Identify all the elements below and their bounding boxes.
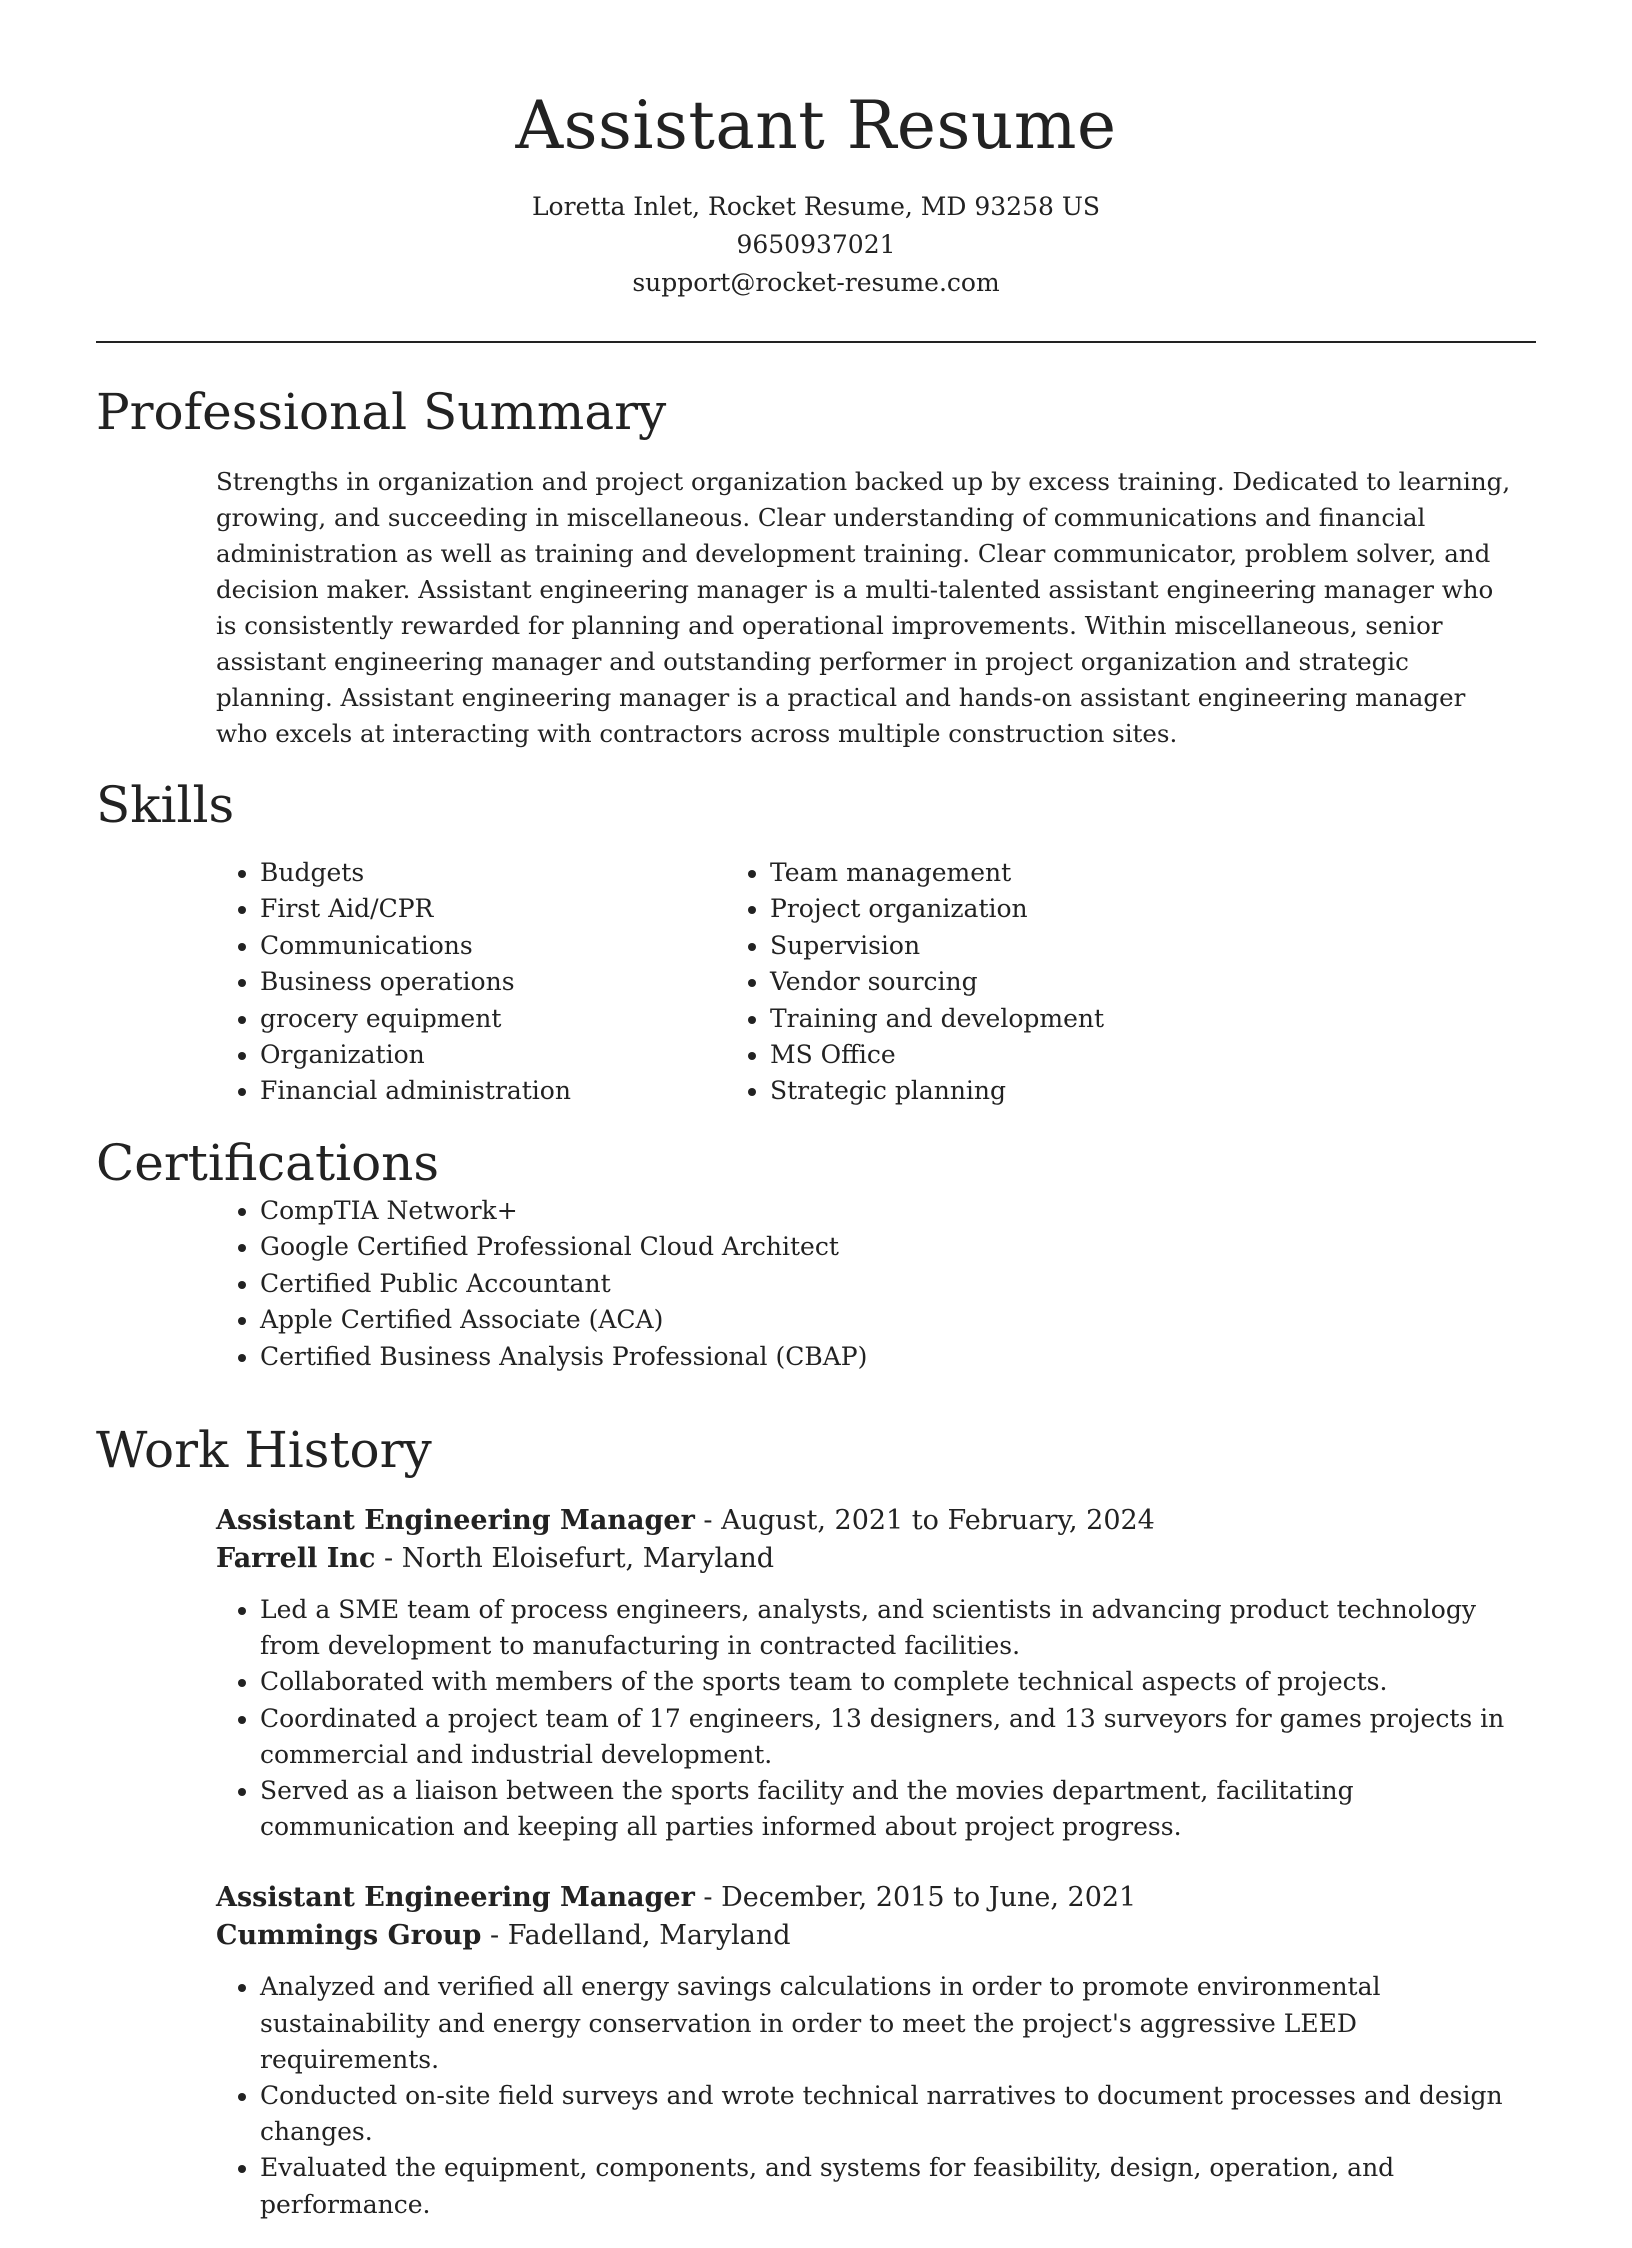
list-item: • First Aid/CPR <box>260 891 746 927</box>
job-dates: - August, 2021 to February, 2024 <box>694 1505 1155 1536</box>
list-item: • Team management <box>770 855 1396 891</box>
list-item: • Supervision <box>770 928 1396 964</box>
summary-text: Strengths in organization and project organization backed up by excess training. Dedicated to learning, growing, and succeeding in miscellaneous. Clear understanding of communications and financial administration as well as training and development training. Clear communicator, problem solver, and decision maker. Assistant engineering manager is a multi-talented assistant engineering manager who is consistently rewarded for planning and operational improvements. Within miscellaneous, senior assistant engineering manager and outstanding performer in project organization and strategic planning. Assistant engineering manager is a practical and hands-on assistant engineering manager who excels at interacting with contractors across multiple construction sites. <box>216 467 1511 748</box>
list-item: • Led a SME team of process engineers, analysts, and scientists in advancing product technology from development to manufacturing in contracted facilities. <box>260 1592 1536 1664</box>
section-skills <box>96 775 1536 1110</box>
section-work-history <box>96 1420 1536 2248</box>
list-item: • Vendor sourcing <box>770 964 1396 1000</box>
list-item: • Apple Certified Associate (ACA) <box>260 1302 1536 1338</box>
list-item: • Business operations <box>260 964 746 1000</box>
contact-email: support@rocket-resume.com <box>632 268 1000 297</box>
job-location: - Fadelland, Maryland <box>481 1920 791 1952</box>
job-location: - North Eloisefurt, Maryland <box>375 1543 775 1574</box>
header-divider <box>96 341 1536 343</box>
list-item: • Coordinated a project team of 17 engineers, 13 designers, and 13 surveyors for games projects in commercial and industrial development. <box>260 1701 1536 1773</box>
job-dates: - December, 2015 to June, 2021 <box>694 1882 1137 1914</box>
skills-column-right <box>746 855 1396 1110</box>
job-entry <box>216 1502 1536 1845</box>
skills-columns <box>96 855 1536 1110</box>
section-title-summary: Professional Summary <box>96 383 667 441</box>
job-title-line <box>216 1879 1536 1917</box>
contact-phone: 9650937021 <box>736 230 896 259</box>
list-item: • Communications <box>260 928 746 964</box>
list-item: • Evaluated the equipment, components, and systems for feasibility, design, operation, and performance. <box>260 2150 1536 2222</box>
certifications-list <box>96 1193 1536 1375</box>
job-company: Cummings Group <box>216 1920 482 1952</box>
list-item: • grocery equipment <box>260 1001 746 1037</box>
skills-list-right <box>770 855 1396 1110</box>
list-item: • Organization <box>260 1037 746 1073</box>
section-title-certifications: Certifications <box>96 1134 440 1192</box>
list-item: • Conducted on-site field surveys and wrote technical narratives to document processes and design changes. <box>260 2078 1536 2150</box>
list-item: • Financial administration <box>260 1073 746 1109</box>
contact-address: Loretta Inlet, Rocket Resume, MD 93258 US <box>531 192 1101 221</box>
list-item: • Collaborated with members of the sports team to complete technical aspects of projects. <box>260 1664 1536 1700</box>
list-item: • Budgets <box>260 855 746 891</box>
list-item: • CompTIA Network+ <box>260 1193 1536 1229</box>
resume-header <box>0 0 1632 302</box>
page-title: Assistant Resume <box>515 87 1117 164</box>
section-title-skills: Skills <box>96 776 235 834</box>
list-item: • Training and development <box>770 1001 1396 1037</box>
job-duties-list <box>216 1592 1536 1845</box>
section-title-work: Work History <box>96 1421 432 1479</box>
list-item: • MS Office <box>770 1037 1396 1073</box>
job-title: Assistant Engineering Manager <box>216 1505 695 1536</box>
skills-column-left <box>96 855 746 1110</box>
job-title: Assistant Engineering Manager <box>216 1882 695 1914</box>
job-duties-list <box>216 1969 1536 2222</box>
job-company: Farrell Inc <box>216 1543 376 1574</box>
job-company-line <box>216 1540 1536 1578</box>
list-item: • Strategic planning <box>770 1073 1396 1109</box>
list-item: • Project organization <box>770 891 1396 927</box>
list-item: • Certified Business Analysis Professional (CBAP) <box>260 1339 1536 1375</box>
contact-info <box>0 188 1632 302</box>
job-entry <box>216 1879 1536 2222</box>
section-certifications <box>96 1133 1536 1375</box>
list-item: • Analyzed and verified all energy savings calculations in order to promote environmental sustainability and energy conservation in order to meet the project's aggressive LEED requirements. <box>260 1969 1536 2078</box>
list-item: • Google Certified Professional Cloud Architect <box>260 1229 1536 1265</box>
job-company-line <box>216 1917 1536 1955</box>
section-summary <box>96 382 1536 752</box>
list-item: • Served as a liaison between the sports facility and the movies department, facilitating communication and keeping all parties informed about project progress. <box>260 1773 1536 1845</box>
job-title-line <box>216 1502 1536 1540</box>
list-item: • Certified Public Accountant <box>260 1266 1536 1302</box>
skills-list-left <box>96 855 746 1110</box>
